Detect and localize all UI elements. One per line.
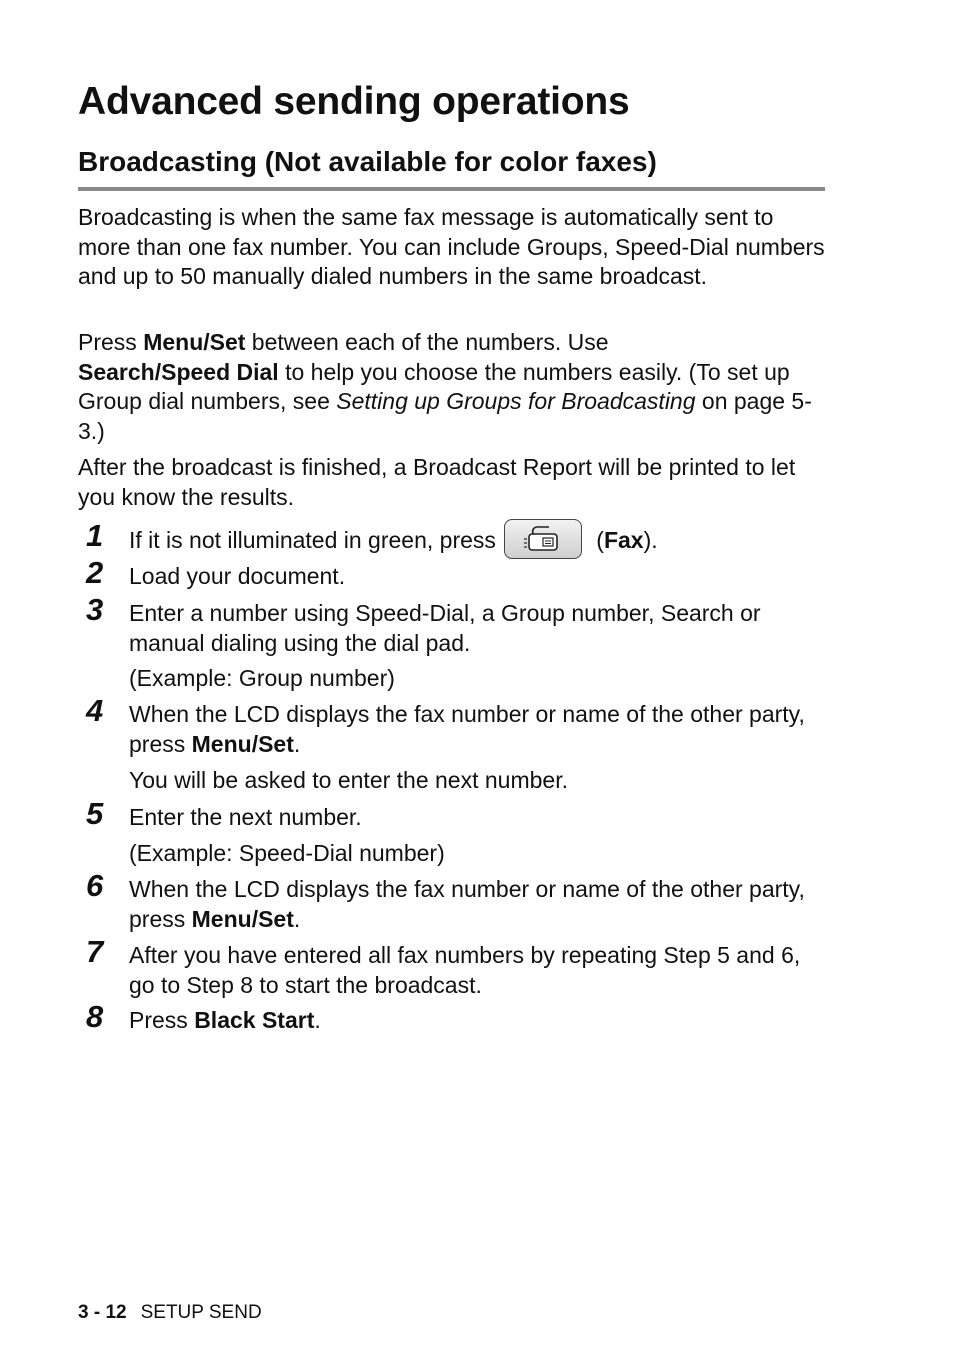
text-run: .	[293, 905, 301, 932]
text-run: Press	[78, 329, 144, 355]
step-text	[129, 525, 829, 559]
intro-paragraph: Broadcasting is when the same fax message is automatically sent to more than one fax number. You can include Groups, Speed-Dial numbers and up to 50 manually dialed numbers in the same broadcast.	[78, 204, 825, 289]
text-run: ).	[643, 527, 658, 554]
step-text	[129, 1006, 829, 1036]
step-number: 6	[86, 868, 104, 903]
step-text	[129, 875, 829, 934]
page-number: 3 - 12	[78, 1302, 127, 1323]
text-run: When the LCD displays the fax number or name of the other party, press	[129, 876, 805, 932]
cross-reference-link[interactable]: Setting up Groups for Broadcasting	[336, 388, 696, 414]
after-paragraph: After the broadcast is finished, a Broadcast Report will be printed to let you know the results.	[78, 454, 796, 510]
step-text: Enter the next number.	[129, 804, 362, 830]
black-start-key: Black Start	[194, 1007, 315, 1033]
page-title: Advanced sending operations	[78, 80, 630, 123]
text-run: between each of the numbers. Use	[245, 329, 609, 355]
page-footer	[78, 1302, 262, 1324]
step-note: (Example: Group number)	[129, 665, 395, 691]
fax-key: Fax	[603, 527, 644, 554]
text-run: (	[589, 527, 604, 554]
step-number: 5	[86, 796, 104, 831]
text-run: When the LCD displays the fax number or name of the other party, press	[129, 701, 805, 757]
section-divider	[78, 187, 825, 191]
text-run: If it is not illuminated in green, press	[129, 527, 496, 554]
step-text	[129, 700, 829, 759]
step-note: You will be asked to enter the next number.	[129, 767, 568, 793]
menu-set-key: Menu/Set	[143, 329, 246, 355]
fax-icon	[504, 519, 582, 559]
step-note: (Example: Speed-Dial number)	[129, 840, 445, 866]
menu-set-key: Menu/Set	[191, 730, 294, 757]
step-text: After you have entered all fax numbers by repeating Step 5 and 6, go to Step 8 to start the broadcast.	[129, 942, 801, 998]
step-number: 8	[86, 999, 104, 1034]
text-run: to help you choose the numbers easily. (To set up Group dial numbers, see	[78, 358, 790, 414]
text-run: Press	[129, 1007, 195, 1033]
step-text: Load your document.	[129, 563, 346, 589]
menu-set-key: Menu/Set	[191, 905, 294, 932]
text-run: on page 5-3.)	[78, 388, 812, 444]
footer-section: SETUP SEND	[140, 1302, 262, 1323]
step-number: 1	[86, 518, 104, 553]
step-number: 2	[86, 555, 104, 590]
step-text: Enter a number using Speed-Dial, a Group number, Search or manual dialing using the dial pad.	[129, 600, 761, 656]
step-number: 4	[86, 693, 104, 728]
press-paragraph	[78, 328, 826, 446]
text-run: .	[293, 730, 301, 757]
text-run: .	[314, 1007, 321, 1033]
step-number: 7	[86, 934, 104, 969]
search-speed-dial-key: Search/Speed Dial	[78, 358, 279, 385]
step-number: 3	[86, 592, 104, 627]
section-heading: Broadcasting (Not available for color faxes)	[78, 146, 657, 177]
